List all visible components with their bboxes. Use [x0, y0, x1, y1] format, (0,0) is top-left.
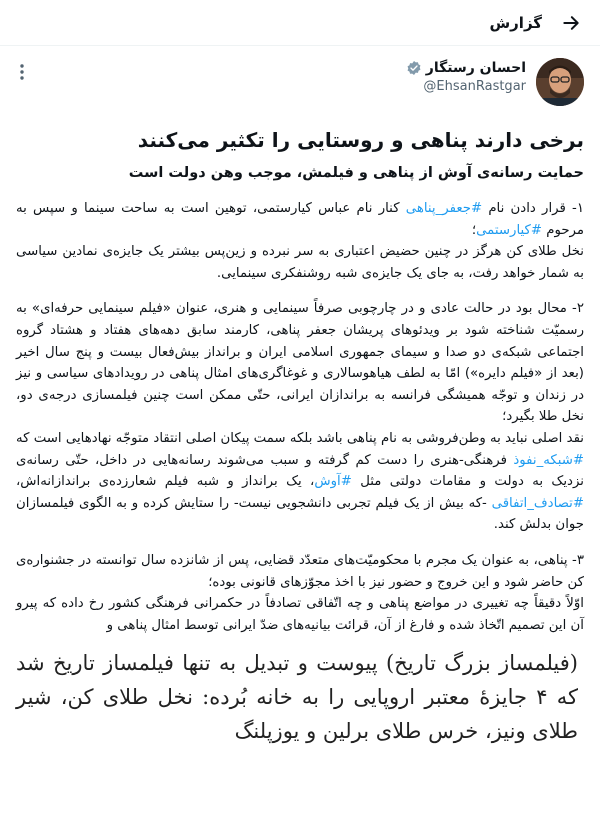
verified-badge-icon	[406, 60, 422, 76]
hashtag-link[interactable]: #تصادف_اتفاقی	[491, 495, 584, 511]
quoted-image-text: (فیلمساز بزرگ تاریخ) پیوست و تبدیل به تنها فیلمساز تاریخ شد که ۴ جایزهٔ معتبر اروپایی را به خانه بُرده: نخل طلای کن، شیر طلای ونیز، خرس طلای برلین و یوزپلنگ	[16, 651, 579, 744]
text-run: نقد اصلی نباید به وطن‌فروشی به نام پناهی باشد بلکه سمت پیکان اصلی انتقاد متوجّه نهادهایی است که	[16, 430, 584, 446]
paragraph-2: نخل طلای کن هرگز در چنین حضیض اعتباری به سر نبرده و زین‌پس بیشتر یک جایزه‌ی نمادین سیاسی به شمار خواهد رفت، به جای یک جایزه‌ی شبه روشنفکری سینمایی.	[16, 244, 584, 281]
arrow-right-icon	[561, 13, 581, 33]
author-name: احسان رستگار	[425, 60, 526, 76]
author-handle[interactable]: @EhsanRastgar	[423, 79, 526, 94]
text-run: ؛	[471, 222, 477, 238]
avatar[interactable]	[536, 58, 584, 106]
article-subtitle: حمایت رسانه‌ی آوش از پناهی و فیلمش، موجب وهن دولت است	[128, 165, 584, 181]
avatar-image	[536, 58, 584, 106]
text-run: ۱- قرار دادن نام	[482, 201, 584, 216]
text-run: -که بیش از یک فیلم تجربی دانشجویی نیست- را ستایش کرده و به الگوی فیلمسازان جوان بدلش کند.	[16, 495, 584, 533]
paragraph-1	[16, 198, 584, 241]
text-run: کنار نام عباس کیارستمی، توهین است به ساحت سینما و سپس به مرحوم	[16, 201, 584, 238]
more-options-button[interactable]	[10, 60, 34, 84]
hashtag-link[interactable]: #جعفر_پناهی	[405, 201, 483, 216]
back-button[interactable]	[558, 10, 584, 36]
paragraph-3: ۲- محال بود در حالت عادی و در چارچوبی صرفاً سینمایی و هنری، عنوان «فیلم سینمایی حرفه‌ای» به رسمیّت شناخته شود بر ویدئوهای پریشان جعفر پناهی، کارمند سابق دهه‌های هفتاد و هشتاد گروه اجتماعی شبکه‌ی دو صدا و سیمای جمهوری اسلامی ایران و برانداز بیش‌فعال بیست و پنج سال اخیر (بعد از «فیلم دایره») امّا به لطف هیاهوسالاری و غوغاگری‌های امثال پناهی در رویدادهای سیاسی و نیز در زندان و توجّه همیشگی فرانسه به براندازان ایرانی، حتّی ممکن است چنین فیلمسازی درجه‌ی دو، نخل طلا بگیرد؛	[16, 301, 584, 425]
paragraph-4	[16, 428, 584, 536]
more-vertical-icon	[19, 63, 25, 81]
paragraph-5: ۳- پناهی، به عنوان یک مجرم با محکومیّت‌های متعدّد قضایی، پس از شانزده سال توانسته در جشنواره‌ی کن حاضر شود و این خروج و حضور نیز با اخذ مجوّزهای قانونی بوده؛	[16, 552, 584, 590]
hashtag-link[interactable]: #کیارستمی	[476, 222, 542, 238]
article-title: برخی دارند پناهی و روستایی را تکثیر می‌کنند	[137, 128, 584, 152]
author-name-line[interactable]	[406, 60, 526, 76]
author-row	[0, 46, 600, 122]
text-run: فرهنگی-هنری را دست کم گرفته و سبب می‌شوند رسانه‌هایی در داخل، حتّی رسانه‌ی نزدیک به دولت و مقامات دولتی مثل	[16, 452, 584, 490]
text-run: ، یک برانداز و شبه فیلم شعارزده‌ی براندازانه‌اش،	[16, 474, 315, 490]
page-title: گزارش	[489, 13, 542, 32]
author-info	[406, 58, 526, 94]
article-body	[0, 124, 600, 748]
paragraph-6: اوّلاً دقیقاً چه تغییری در مواضع پناهی و چه اتّفاقی تصادفاً در حکمرانی فرهنگی کشور رخ داده که پیرو آن این تصمیم اتّخاذ شده و فارغ از آن، قرائت بیانیه‌های ضدّ ایرانی توسط امثال پناهی و	[16, 596, 584, 633]
hashtag-link[interactable]: #شبکه_نفوذ	[513, 452, 584, 468]
top-bar	[0, 0, 600, 46]
hashtag-link[interactable]: #آوش	[314, 474, 352, 490]
